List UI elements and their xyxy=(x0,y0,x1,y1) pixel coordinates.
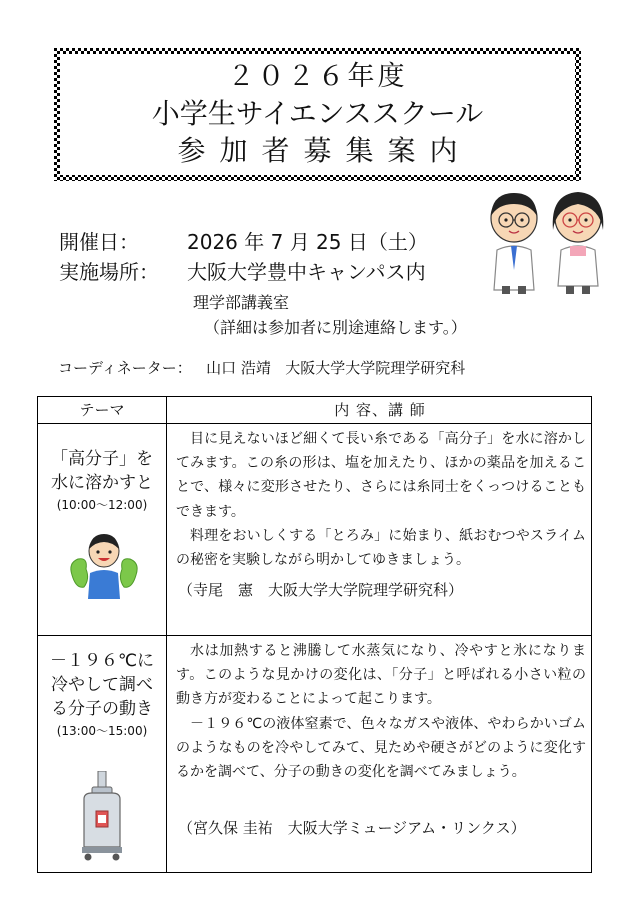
venue-label: 実施場所： xyxy=(59,260,159,284)
row2-content xyxy=(176,639,586,784)
row2-paragraph1: 水は加熱すると沸騰して水蒸気になり、冷やすと氷になります。このような見かけの変化は、「分子」と呼ばれる小さい粒の動き方が変わることによって起こります。 xyxy=(176,643,586,708)
row1-lecturer: （寺尾 憲 大阪大学大学院理学研究科） xyxy=(178,581,464,599)
row2-paragraph2: －１９６℃の液体窒素で、色々なガスや液体、やわらかいゴムのようなものを冷やしてみて、見ためや硬さがどのように変化するかを調べて、分子の動きの変化を調べてみましょう。 xyxy=(176,715,586,781)
header-divider xyxy=(38,423,591,424)
title-recruitment: 参加者募集案内 xyxy=(177,134,472,167)
date-label: 開催日： xyxy=(59,230,139,254)
kid-slime-illustration xyxy=(64,529,144,601)
row1-paragraph2: 料理をおいしくする「とろみ」に始まり、紙おむつやスライムの秘密を実験しながら明かしてゆきましょう。 xyxy=(176,527,586,569)
header-content: 内 容、講 師 xyxy=(334,401,426,419)
row1-theme xyxy=(38,447,166,515)
venue-room: 理学部講義室 xyxy=(193,293,290,312)
coordinator-name: 山口 浩靖 xyxy=(206,359,271,377)
row2-theme-line1: －１９６℃に xyxy=(49,651,155,671)
row1-paragraph1: 目に見えないほど細くて長い糸である「高分子」を水に溶かしてみます。この糸の形は、塩を加えたり、ほかの薬品を加えることで、様々に変形させたり、さらには糸同士をくっつけることもできます。 xyxy=(176,431,586,520)
row2-lecturer: （宮久保 圭祐 大阪大学ミュージアム・リンクス） xyxy=(178,819,526,837)
date-value: 2026 年 7 月 25 日（土） xyxy=(187,230,428,254)
row2-theme-line3: る分子の動き xyxy=(51,699,153,719)
coordinator-label: コーディネーター： xyxy=(58,359,192,377)
row2-theme-line2: 冷やして調べ xyxy=(51,675,153,695)
row2-time: (13:00～15:00) xyxy=(56,724,148,738)
coordinator xyxy=(58,357,465,378)
title-banner xyxy=(54,48,581,181)
title-inner xyxy=(60,54,575,175)
venue-value: 大阪大学豊中キャンパス内 xyxy=(187,260,426,284)
coordinator-affiliation: 大阪大学大学院理学研究科 xyxy=(285,359,466,377)
row2-theme xyxy=(38,649,166,741)
row-divider xyxy=(38,635,591,636)
program-table xyxy=(37,396,592,873)
title-year: ２０２６年度 xyxy=(227,61,408,92)
liquid-nitrogen-tank-illustration xyxy=(78,771,126,861)
row1-time: (10:00～12:00) xyxy=(56,498,148,512)
row1-theme-line2: 水に溶かすと xyxy=(51,473,153,493)
row1-content xyxy=(176,427,586,572)
scientists-illustration xyxy=(484,186,610,296)
header-theme: テーマ xyxy=(79,401,125,419)
row1-theme-line1: 「高分子」を xyxy=(51,449,153,469)
venue-note: （詳細は参加者に別途連絡します。） xyxy=(204,318,467,337)
title-school: 小学生サイエンススクール xyxy=(151,97,484,130)
